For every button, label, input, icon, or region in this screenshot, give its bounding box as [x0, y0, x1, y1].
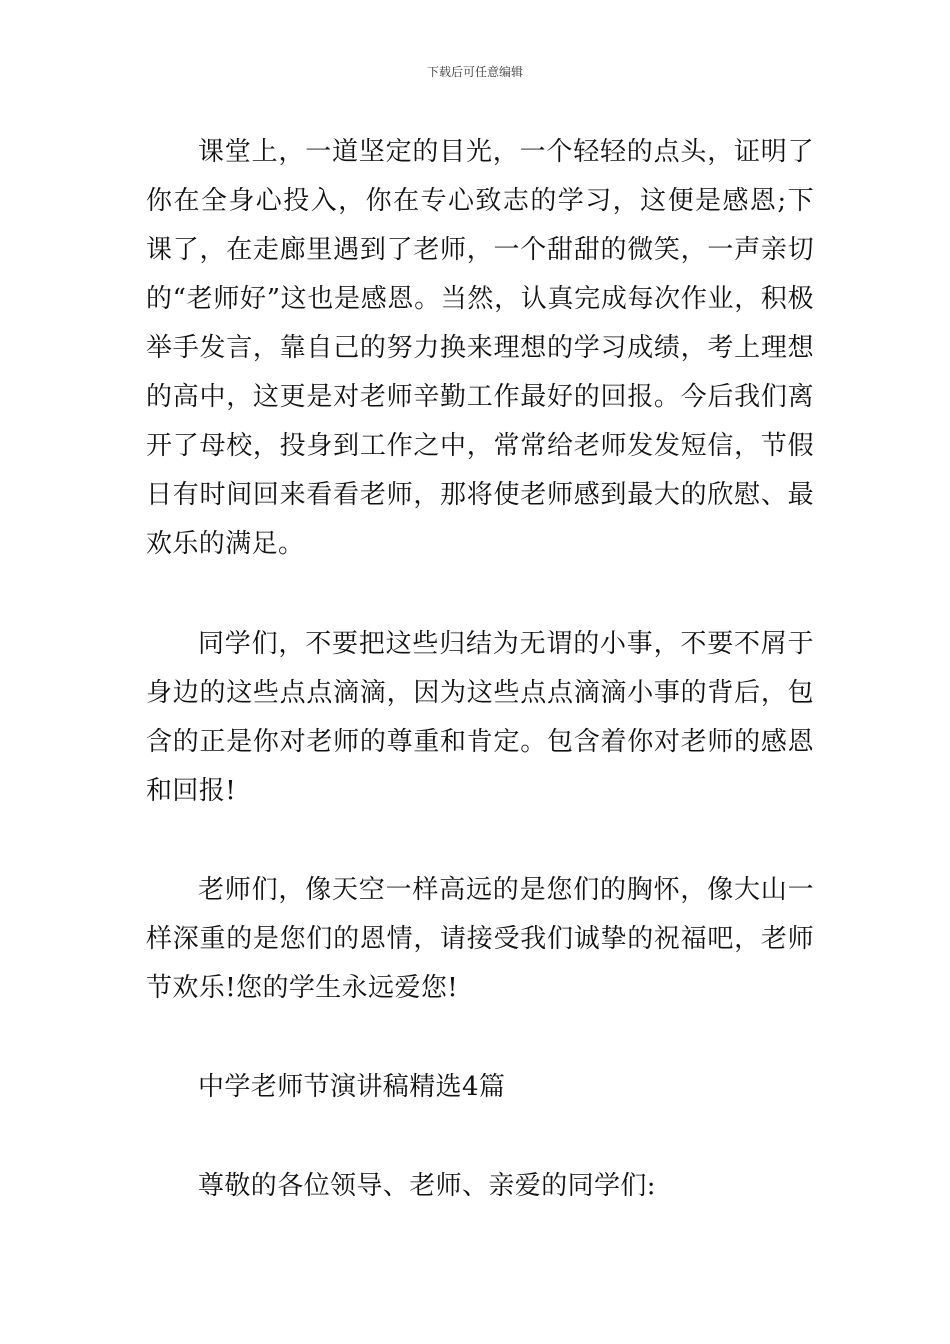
salutation: 尊敬的各位领导、老师、亲爱的同学们: — [198, 1171, 656, 1201]
document-body — [146, 128, 814, 1211]
paragraph-gratitude-actions: 课堂上，一道坚定的目光，一个轻轻的点头，证明了你在全身心投入，你在专心致志的学习，这便是感恩;下课了，在走廊里遇到了老师，一个甜甜的微笑，一声亲切的“老师好”这也是感恩。当然，认真完成每次作业，积极举手发言，靠自己的努力换来理想的学习成绩，考上理想的高中，这更是对老师辛勤工作最好的回报。今后我们离开了母校，投身到工作之中，常常给老师发发短信，节假日有时间回来看看老师，那将使老师感到最大的欣慰、最欢乐的满足。 — [146, 137, 814, 559]
paragraph-blessing: 老师们，像天空一样高远的是您们的胸怀，像大山一样深重的是您们的恩情，请接受我们诚挚的祝福吧，老师节欢乐!您的学生永远爱您! — [146, 875, 814, 1003]
section-title: 中学老师节演讲稿精选4篇 — [198, 1072, 506, 1102]
page-header-note: 下载后可任意编辑 — [426, 65, 523, 79]
paragraph-small-things: 同学们，不要把这些归结为无谓的小事，不要不屑于身边的这些点点滴滴，因为这些点点滴滴小事的背后，包含的正是你对老师的尊重和肯定。包含着你对老师的感恩和回报! — [146, 629, 814, 806]
